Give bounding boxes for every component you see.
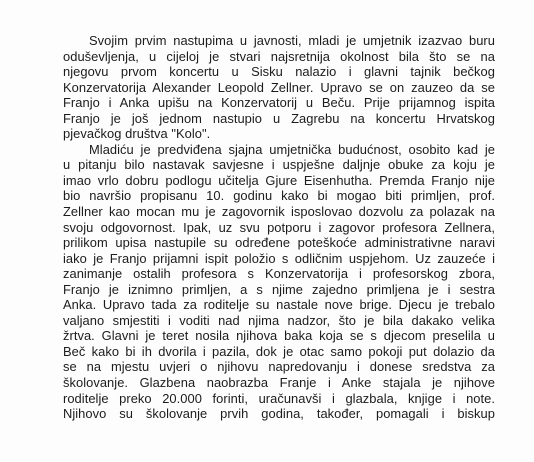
text-line: imao vrlo dobru podlogu učitelja Gjure Eisenhutha. Premda Franjo nije: [63, 172, 495, 188]
text-line: Franjo je iznimno primljen, a s njime zajedno primljena je i sestra: [63, 281, 495, 297]
text-line: bio navršio propisanu 10. godinu kako bi mogao biti primljen, prof.: [63, 188, 495, 204]
text-line: Zellner kao mocan mu je zagovornik isposlovao dozvolu za polazak na: [63, 204, 495, 220]
text-line: Njihovo su školovanje prvih godina, također, pomagali i biskup: [63, 406, 495, 422]
text-line: njegovu prvom koncertu u Sisku nalazio i glavni tajnik bečkog: [63, 64, 495, 80]
text-line: oduševljenja, u cijeloj je stvari najsretnija okolnost bila što se na: [63, 48, 495, 64]
text-line: Mladiću je predviđena sjajna umjetnička budućnost, osobito kad je: [89, 141, 495, 157]
body-text: [63, 33, 495, 422]
text-line: Konzervatorija Alexander Leopold Zellner. Upravo se on zauzeo da se: [63, 79, 495, 95]
text-line: iako je Franjo prijamni ispit položio s odličnim uspjehom. Uz zauzeće i: [63, 250, 495, 266]
text-line: žrtva. Glavni je teret nosila njihova baka koja se s djecom preselila u: [63, 328, 495, 344]
text-line: valjano smjestiti i voditi nad njima nadzor, što je bila dakako velika: [63, 312, 495, 328]
text-line: školovanje. Glazbena naobrazba Franje i Anke stajala je njihove: [63, 375, 495, 391]
text-line: Svojim prvim nastupima u javnosti, mladi je umjetnik izazvao buru: [89, 33, 495, 48]
text-line: Anka. Upravo tada za roditelje su nastale nove brige. Djecu je trebalo: [63, 297, 495, 313]
text-line: roditelje preko 20.000 forinti, uračunavši i glazbala, knjige i note.: [63, 390, 495, 406]
text-line: Franjo je još jednom nastupio u Zagrebu na koncertu Hrvatskog: [63, 110, 495, 126]
text-line: svoju odgovornost. Ipak, uz svu potporu i zagovor profesora Zellnera,: [63, 219, 495, 235]
text-line: pjevačkog društva "Kolo".: [63, 126, 211, 142]
text-line: u pitanju bilo nastavak savjesne i uspješne daljnje obuke za koju je: [63, 157, 495, 173]
text-line: Franjo i Anka upišu na Konzervatorij u Beču. Prije prijamnog ispita: [63, 95, 495, 111]
text-line: zanimanje ostalih profesora s Konzervatorija i profesorskog zbora,: [63, 266, 495, 282]
text-line: Beč kako bi ih dvorila i pazila, dok je otac samo pokoji put dolazio da: [63, 343, 495, 359]
text-line: prilikom upisa nastupile su određene poteškoće administrativne naravi: [63, 235, 495, 251]
text-line: se na mjestu uvjeri o njihovu napredovanju i donese sredstva za: [63, 359, 495, 375]
